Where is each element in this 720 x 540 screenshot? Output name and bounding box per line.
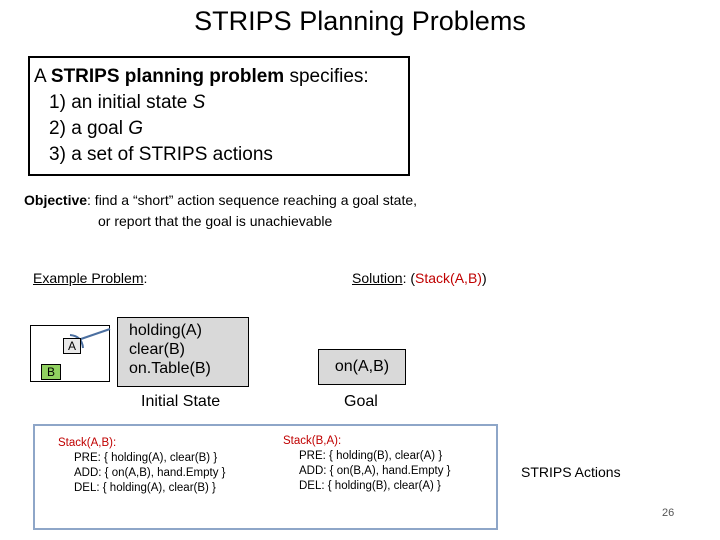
action-stack-a-b: [58, 436, 226, 496]
definition-box: [28, 56, 410, 176]
definition-intro: A STRIPS planning problem specifies:: [34, 66, 369, 87]
action-del: DEL: { holding(A), clear(B) }: [74, 482, 216, 494]
block-a: A: [63, 338, 81, 354]
action-pre: PRE: { holding(B), clear(A) }: [299, 450, 443, 462]
action-add: ADD: { on(B,A), hand.Empty }: [299, 465, 451, 477]
page-title: STRIPS Planning Problems: [194, 6, 526, 36]
goal-box: on(A,B): [318, 349, 406, 385]
action-pre: PRE: { holding(A), clear(B) }: [74, 452, 218, 464]
solution-label: Solution: (Stack(A,B)): [352, 270, 487, 286]
initial-state-box: [117, 317, 249, 387]
action-name: Stack(A,B):: [58, 437, 117, 449]
action-add: ADD: { on(A,B), hand.Empty }: [74, 467, 226, 479]
action-del: DEL: { holding(B), clear(A) }: [299, 480, 441, 492]
definition-item-3: 3) a set of STRIPS actions: [49, 144, 273, 165]
state-fact: on.Table(B): [129, 360, 211, 377]
example-problem-label: Example Problem:: [33, 270, 148, 286]
blocks-world-scene: [30, 325, 110, 382]
state-fact: holding(A): [129, 322, 202, 339]
solution-value: Stack(A,B): [415, 270, 482, 286]
objective-text: Objective: find a “short” action sequence reaching a goal state, or report that the goal is unachievable: [24, 192, 418, 229]
action-stack-b-a: [283, 434, 451, 494]
objective-label: Objective: [24, 192, 88, 208]
goal-caption: Goal: [344, 393, 378, 410]
definition-term: STRIPS planning problem: [50, 66, 285, 87]
block-b: B: [41, 364, 61, 380]
state-fact: clear(B): [129, 341, 186, 358]
initial-state-caption: Initial State: [141, 393, 221, 410]
page-number: 26: [662, 507, 675, 519]
action-name: Stack(B,A):: [283, 435, 342, 447]
definition-item-1: 1) an initial state S: [49, 92, 206, 113]
actions-caption: STRIPS Actions: [521, 464, 621, 480]
definition-item-2: 2) a goal G: [49, 118, 144, 139]
